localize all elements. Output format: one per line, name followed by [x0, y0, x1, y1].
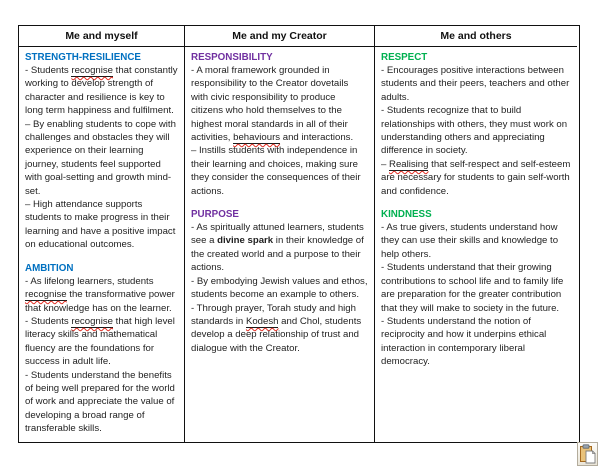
- paragraph: [25, 315, 178, 369]
- text-run: and Chol, students develop a deep relationship of trust and dialogue with the Creator.: [191, 315, 362, 354]
- section: [381, 51, 571, 198]
- text-run: –: [381, 158, 390, 170]
- section: [25, 51, 178, 252]
- text-run: - As true givers, students understand how they can use their skills and knowledge to help others.: [381, 222, 559, 260]
- text-run: - Students understand the notion of reciprocity and how it underpins ethical interaction in contemporary liberal democracy.: [381, 315, 547, 368]
- paste-options-button[interactable]: [577, 442, 598, 466]
- section-heading: RESPONSIBILITY: [191, 52, 273, 63]
- paragraph: [191, 275, 368, 302]
- column-header-me-and-myself: Me and myself: [19, 26, 185, 47]
- paragraph: [25, 369, 178, 436]
- section: [191, 208, 368, 355]
- misspelled-word: behaviours: [233, 132, 281, 144]
- paragraph: [191, 64, 368, 144]
- text-run: - Students: [25, 315, 72, 327]
- section-heading: AMBITION: [25, 262, 74, 274]
- section-heading: PURPOSE: [191, 209, 239, 221]
- paragraph: [381, 158, 571, 198]
- text-run: - A moral framework grounded in responsibility to the Creator dovetails with civic responsibility to produce citizens who hold themselves to the highest moral standards in all of their activities,: [191, 65, 349, 144]
- misspelled-word: recognise: [25, 289, 67, 301]
- misspelled-word: recognise: [71, 65, 114, 76]
- text-run: – By enabling students to cope with challenges and obstacles they will experience on their learning journey, students feel supported with goal-setting and growth mind-set.: [25, 118, 176, 197]
- text-run: - By embodying Jewish values and ethos, students become an example to others.: [191, 275, 368, 301]
- text-run: - Through prayer, Torah study and high standards in: [191, 302, 356, 327]
- text-run: - Encourages positive interactions between students and their peers, teachers and other adults.: [381, 65, 570, 103]
- column-cell-me-and-others: [375, 47, 577, 442]
- section-heading: STRENGTH-RESILIENCE: [25, 52, 141, 63]
- misspelled-word: Kodesh: [245, 315, 279, 327]
- section: [191, 51, 368, 198]
- text-run: and interactions.: [280, 132, 354, 144]
- text-run: the transformative power that knowledge has on the learner.: [25, 289, 175, 314]
- text-run: in their knowledge of the created world and a purpose to their actions.: [191, 235, 364, 274]
- section: [381, 208, 571, 368]
- paragraph: [25, 64, 178, 118]
- text-run: - Students understand the benefits of being well prepared for the world of work and appreciate the value of developing a broad range of transferable skills.: [25, 369, 175, 435]
- section-heading: RESPECT: [381, 52, 428, 63]
- column-header-me-and-others: Me and others: [375, 26, 577, 47]
- text-run: that self-respect and self-esteem are necessary for students to gain self-worth and confidence.: [381, 158, 571, 197]
- bold-text: divine spark: [217, 235, 274, 247]
- misspelled-word: recognise: [71, 315, 114, 327]
- paragraph: [25, 198, 178, 252]
- values-table: [18, 25, 580, 443]
- text-run: - As spiritually attuned learners, students see a: [191, 222, 364, 247]
- text-run: – Instills students with independence in their learning and choices, making sure they consider the consequences of their actions.: [191, 145, 361, 197]
- column-cell-me-and-my-creator: [185, 47, 375, 442]
- paragraph: [191, 302, 368, 356]
- section-heading: KINDNESS: [381, 209, 432, 221]
- section: [25, 262, 178, 436]
- column-cell-me-and-myself: [19, 47, 185, 442]
- paragraph: [381, 315, 571, 369]
- text-run: – High attendance supports students to make progress in their learning and have a positive impact on educational outcomes.: [25, 199, 176, 251]
- paragraph: [381, 64, 571, 104]
- paragraph: [191, 221, 368, 275]
- paragraph: [25, 275, 178, 315]
- text-run: - As lifelong learners, students: [25, 275, 154, 287]
- text-run: - Students: [25, 65, 72, 76]
- clipboard-paste-icon: [579, 444, 596, 464]
- text-run: - Students recognize that to build relationships with others, they must work on understanding others and appreciating difference in society.: [381, 105, 568, 157]
- text-run: that constantly working to develop strength of character and resilience is key to long term happiness and fulfilment.: [25, 65, 178, 117]
- paragraph: [25, 118, 178, 198]
- text-run: - Students understand that their growing contributions to school life and to family life are preparation for the greater contribution that they will make to society in the future.: [381, 262, 564, 314]
- column-header-me-and-my-creator: Me and my Creator: [185, 26, 375, 47]
- text-run: that high level literacy skills and mathematical fluency are the foundations for success in adult life.: [25, 315, 175, 368]
- paragraph: [381, 221, 571, 261]
- misspelled-word: Realising: [389, 158, 429, 170]
- paragraph: [191, 144, 368, 198]
- paragraph: [381, 104, 571, 158]
- paragraph: [381, 261, 571, 315]
